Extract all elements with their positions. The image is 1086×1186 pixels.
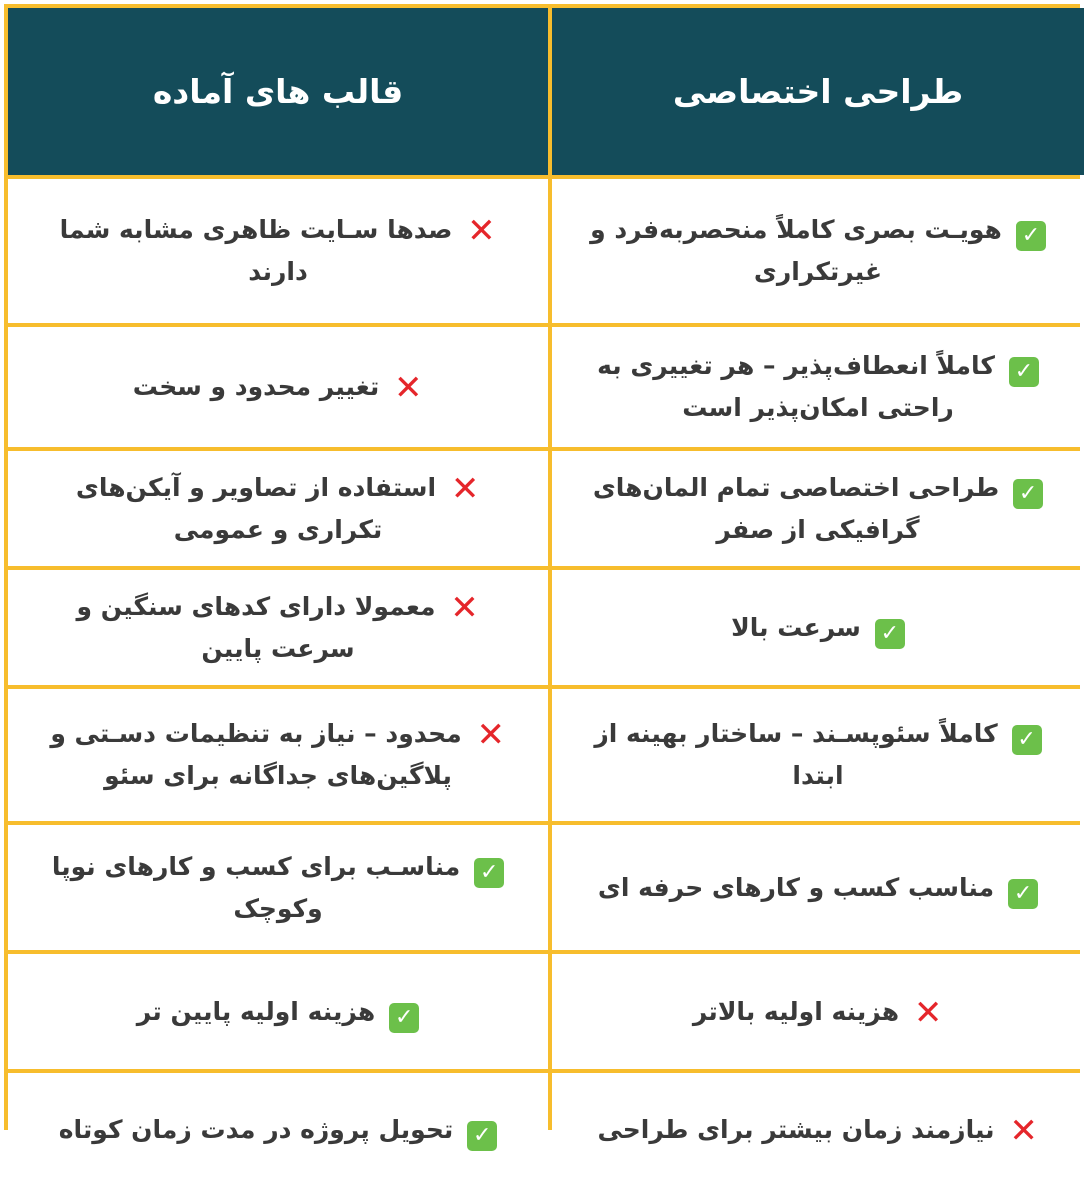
cell-text: مناسب کسب و کارهای حرفه ای [597, 872, 995, 902]
table-cell-right [552, 327, 1084, 447]
check-icon: ✓ [1012, 725, 1042, 755]
cell-text: هویـت بصری کاملاً منحصربه‌فرد و غیرتکراری [590, 215, 1002, 286]
cell-text: هزینه اولیه پایین تر [136, 996, 376, 1026]
comparison-table [4, 4, 1080, 1151]
cell-text: طراحی اختصاصی تمام المان‌های گرافیکی از صفر [592, 472, 1000, 544]
check-icon: ✓ [389, 1003, 419, 1033]
cross-icon: ✕ [913, 992, 943, 1033]
table-cell-left [8, 954, 548, 1069]
check-icon: ✓ [1013, 479, 1043, 509]
cell-text: کاملاً سئوپسـند – ساختار بهینه از ابتدا [594, 719, 998, 790]
check-icon: ✓ [1008, 879, 1038, 909]
cell-text: نیازمند زمان بیشتر برای طراحی [597, 1114, 995, 1144]
table-cell-left [8, 1073, 548, 1186]
check-icon: ✓ [1016, 221, 1046, 251]
cross-icon: ✕ [1009, 1110, 1038, 1151]
table-cell-right [552, 954, 1084, 1069]
table-cell-right [552, 179, 1084, 323]
table-cell-left [8, 451, 548, 566]
cell-text: هزینه اولیه بالاتر [692, 996, 900, 1026]
table-cell-left [8, 689, 548, 821]
table-cell-left [8, 179, 548, 323]
table-cell-right [552, 1073, 1084, 1186]
cell-text: سرعت بالا [731, 612, 861, 642]
cell-text: تغییر محدود و سخت [132, 372, 380, 401]
table-cell-right [552, 451, 1084, 566]
cross-icon: ✕ [450, 587, 479, 628]
table-cell-left [8, 570, 548, 685]
cell-text: استفاده از تصاویر و آیکن‌های تکراری و عمومی [75, 472, 437, 544]
cross-icon: ✕ [450, 468, 480, 509]
check-icon: ✓ [474, 858, 504, 888]
table-cell-left [8, 825, 548, 950]
cross-icon: ✕ [394, 368, 423, 408]
cell-text: مناسـب برای کسب و کارهای نوپا وکوچک [51, 851, 461, 923]
cross-icon: ✕ [476, 715, 505, 755]
cell-text: محدود – نیاز به تنظیمات دسـتی و پلاگین‌های جداگانه برای سئو [50, 719, 462, 790]
cell-text: صدها سـایت ظاهری مشابه شما دارند [59, 215, 453, 286]
table-cell-left [8, 327, 548, 447]
header-ready-templates: قالب های آماده [8, 8, 548, 175]
cell-text: معمولا دارای کدهای سنگین و سرعت پایین [76, 591, 436, 663]
check-icon: ✓ [467, 1121, 497, 1151]
header-custom-design: طراحی اختصاصی [552, 8, 1084, 175]
cell-text: کاملاً انعطاف‌پذیر – هر تغییری به راحتی امکان‌پذیر است [597, 351, 995, 422]
cross-icon: ✕ [467, 211, 496, 251]
check-icon: ✓ [1009, 357, 1039, 387]
check-icon: ✓ [875, 619, 905, 649]
table-cell-right [552, 570, 1084, 685]
table-cell-right [552, 689, 1084, 821]
table-cell-right [552, 825, 1084, 950]
cell-text: تحویل پروژه در مدت زمان کوتاه [58, 1114, 454, 1144]
